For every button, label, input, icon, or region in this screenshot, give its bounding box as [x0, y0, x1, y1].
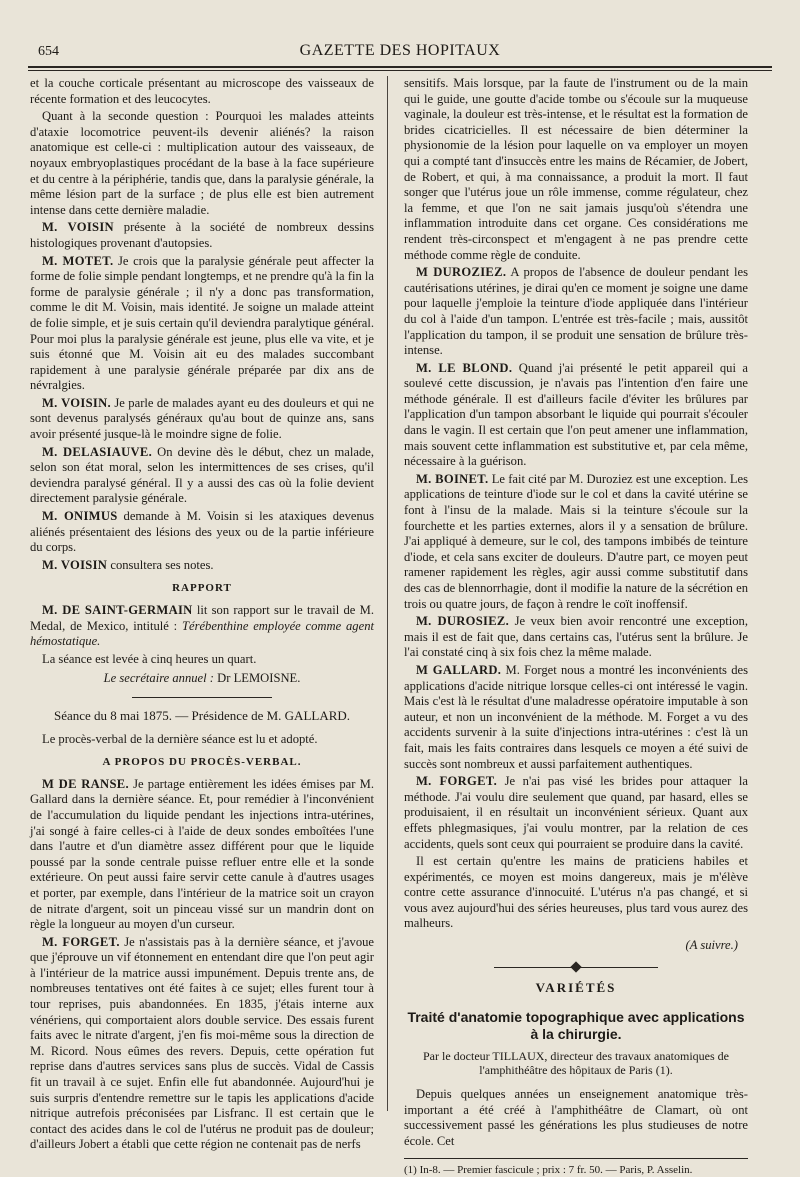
running-title: GAZETTE DES HOPITAUX	[299, 42, 501, 59]
page-header	[28, 40, 772, 68]
speaker: M. FORGET.	[416, 774, 498, 789]
speaker: M. BOINET.	[416, 471, 489, 486]
paragraph: sensitifs. Mais lorsque, par la faute de l'instrument ou de la main qui le guide, une goutte d'acide tombe ou s'écoule sur la muqueuse vaginale, la douleur est très-intense, et le résultat est la formation de brides cicatricielles. Il est nécessaire de bien déterminer la physionomie de la lésion pour laquelle on va employer un moyen qui a compté tant d'insuccès entre les mains de Récamier, de Jobert, de Robert, et qui, à ma connaissance, a produit la mort. Il faut songer que l'utérus joue un rôle immense, comme régulateur, chez la femme, et que l'on ne sait jamais jusqu'où s'étendra une inflammation introduite dans cet organe. Ces considérations me rendent très-circonspect et m'engagent à ne pas prendre cette méthode comme règle de conduite.	[404, 76, 748, 262]
paragraph	[404, 663, 748, 772]
paragraph	[404, 614, 748, 661]
speaker: M. DUROSIEZ.	[416, 614, 510, 629]
paragraph	[30, 777, 374, 933]
paragraph: La séance est levée à cinq heures un quart.	[42, 651, 257, 666]
paragraph	[404, 265, 748, 359]
speaker: M. ONIMUS	[42, 509, 118, 524]
speaker: M. DELASIAUVE.	[42, 444, 153, 459]
paragraph	[30, 254, 374, 394]
speech: Je partage entièrement les idées émises par M. Gallard dans la dernière séance. Et, pour remédier à l'inconvénient de l'accumulation du liquide pendant les injections intra-utérines, j'ai songé à faire celles-ci à l'aide de deux sondes emboîtées l'une dans l'autre et d'un diamètre assez différent pour que le liquide poussé par la sonde centrale puisse refluer entre elle et la sonde extérieure. On peut aussi faire servir cette canule à d'autres usages et porter, par exemple, dans l'intérieur de la matrice soit un crayon de nitrate d'argent, soit un pinceau vissé sur un mandrin dont on règle la longueur au moyen d'un curseur.	[30, 776, 374, 932]
column-divider	[387, 76, 388, 1111]
left-column	[30, 76, 374, 1152]
speaker: M. FORGET.	[42, 934, 120, 949]
continued-note: (A suivre.)	[685, 938, 738, 953]
speech: demande à M. Voisin si les ataxiques devenus aliénés présentaient des lésions des yeux ou de la partie inférieure du corps.	[30, 509, 374, 555]
signature-name: Dr LEMOISNE.	[217, 671, 301, 686]
book-author: Par le docteur TILLAUX, directeur des travaux anatomiques de l'amphithéâtre des hôpitaux de Paris (1).	[423, 1049, 729, 1078]
speech: lit son rapport sur le travail de M. Medal, de Mexico, intitulé :	[30, 603, 374, 633]
session-heading: Séance du 8 mai 1875. — Présidence de M. GALLARD.	[53, 707, 351, 723]
speaker: M. VOISIN	[42, 557, 108, 572]
paragraph	[30, 603, 374, 650]
footnote: (1) In-8. — Premier fascicule ; prix : 7 fr. 50. — Paris, P. Asselin.	[404, 1163, 693, 1176]
work-title: Térébenthine employée comme agent hémostatique.	[30, 618, 374, 649]
section-title: VARIÉTÉS	[535, 979, 617, 995]
speech: Je n'assistais pas à la dernière séance, et j'avoue que j'éprouve un vif étonnement en entendant dire que l'on peut agir à l'intérieur de la matrice aussi impunément. Depuis trente ans, de nombreuses tentatives ont été faites à ce sujet; elles furent tour à tour reprises, puis abandonnées. En 1835, j'étais interne aux vénériens, qui comportaient alors double service. Des essais furent faits avec le nitrate d'argent, j'en fis moi-même sous la direction de M. Ricord. Nous eûmes des revers. Depuis, cette opération fut reprise dans d'autres services sans plus de succès. Vidal de Cassis fit un travail à ce sujet. Enfin elle fut abandonnée. Aujourd'hui je suis surpris d'entendre remettre sur le tapis les applications d'acide nitrique autrefois préconisées par Lisfranc. Il est certain que le contact des acides dans le col de l'utérus ne produit pas de douleur; d'ailleurs Jobert a établi que cette région ne contenait pas de nerfs	[30, 934, 374, 1152]
paragraph	[404, 361, 748, 470]
paragraph	[30, 935, 374, 1153]
paragraph	[30, 509, 374, 556]
book-title: Traité d'anatomie topographique avec applications à la chirurgie.	[407, 1009, 745, 1043]
speech: présente à la société de nombreux dessins histologiques provenant d'autopsies.	[30, 220, 374, 250]
speech: Je parle de malades ayant eu des douleurs et qui ne sont devenus paralysés généraux qu'au bout de quinze ans, sans avoir présenté jusque-là le moindre signe de folie.	[30, 395, 374, 442]
speech: Le fait cité par M. Duroziez est une exception. Les applications de teinture d'iode sur le col et dans la cavité utérine se font à l'insu de la malade. Mais si la teinture s'écoule sur la fourchette et les parties externes, alors il y a sensation de brûlure. J'ai appliqué à demeure, sur le col, des tampons imbibés de teinture d'iode, et cela sans exciter de douleurs. D'autre part, ce moyen peut ramener rapidement les règles, agir aussi comme substitutif dans des cas de blennorrhagie, dont il modifie la nature de la sécrétion en trois ou quatre jours, de façon à rendre le coït inoffensif.	[404, 471, 748, 611]
speech: Je crois que la paralysie générale peut affecter la forme de folie simple pendant longtemps, et ne prendre qu'à la fin la forme de paralysie générale ; il n'y a donc pas transformation, comme le dit M. Voisin, mais identité. Je soigne un malade atteint de folie simple, et je suis certain qu'il deviendra paralytique général. Pour moi plus la paralysie générale est jeune, plus elle va vite, et je suis étonné que M. Voisin ait eu des malades succombant rapidement à une paralysie générale préparée par dix ans de névralgies.	[30, 253, 374, 393]
ornament-diamond	[570, 961, 581, 972]
speech: Je n'ai pas visé les brides pour attaquer la méthode. J'ai voulu dire seulement que quand, par hasard, elles se produisaient, il en résultait un inconvénient sérieux. Quant aux effets phlegmasiques, j'ai voulu montrer, par la relation de ces accidents, quels sont ceux qui pourraient se produire dans la cavité.	[404, 774, 748, 851]
speaker: M DE RANSE.	[42, 776, 129, 791]
speech: consultera ses notes.	[107, 557, 214, 572]
speech: A propos de l'absence de douleur pendant les cautérisations utérines, je dirai qu'en ce moment je soigne une dame pour laquelle j'emploie la teinture d'iode appliquée dans l'intérieur du col à l'aide d'un tampon. L'entrée est très-facile ; mais, aussitôt l'application du tampon, il se produit une sensation de brûlure très-intense.	[404, 265, 748, 358]
speech: Quand j'ai présenté le petit appareil qui a soulevé cette discussion, je n'avais pas l'intention d'en faire une méthode générale. Il est d'ailleurs facile d'éviter les brûlures par l'application d'un tampon absorbant le liquide qui pourrait s'écouler dans le vagin. Il est certain que l'on peut amener une inflammation, mais souvent cette inflammation est substitutive et, par cela même, nécessaire à la guérison.	[404, 360, 748, 469]
speaker: M DUROZIEZ.	[416, 265, 507, 280]
speaker: M GALLARD.	[416, 662, 502, 677]
right-column	[404, 76, 748, 1176]
paragraph	[30, 445, 374, 507]
speaker: M. DE SAINT-GERMAIN	[42, 603, 193, 617]
paragraph: Quant à la seconde question : Pourquoi les malades atteints d'ataxie locomotrice peuvent-ils devenir aliénés? la raison anatomique est celle-ci : multiplication autour des vaisseaux, de noyaux embryoplastiques procédant de la base à la face supérieure et du centre à la périphérie, tandis que, dans la paralysie générale, la même lésion part de la surface ; de plus elle est bien autrement intense dans cette dernière maladie.	[30, 109, 374, 217]
paragraph	[30, 220, 374, 251]
ornament-rule	[404, 962, 748, 972]
speaker: M. VOISIN.	[42, 395, 111, 410]
paragraph: et la couche corticale présentant au microscope des vaisseaux de récente formation et des leucocytes.	[30, 76, 374, 106]
paragraph: Depuis quelques années un enseignement anatomique très-important a été créé à l'amphithéâtre de Clamart, où ont successivement passé les générations les plus studieuses de notre école. Cet	[404, 1087, 748, 1149]
signature-label: Le secrétaire annuel :	[103, 671, 218, 686]
rapport-heading: RAPPORT	[172, 582, 232, 595]
paragraph: Il est certain qu'entre les mains de praticiens habiles et expérimentés, ce moyen est moins dangereux, mais je m'élève contre cette assurance d'innocuité. L'utérus n'a pas changé, et si vous avez aujourd'hui des séries heureuses, plus tard vous aurez des malheurs.	[404, 854, 748, 931]
page-number: 654	[38, 44, 59, 59]
paragraph	[404, 774, 748, 852]
paragraph: Le procès-verbal de la dernière séance est lu et adopté.	[42, 731, 318, 746]
speaker: M. LE BLOND.	[416, 360, 513, 375]
paragraph	[30, 558, 374, 574]
speech: Je veux bien avoir rencontré une exception, mais il est de fait que, dans certains cas, l'utérus sent la brûlure. Je l'ai constaté cinq à six fois chez la même malade.	[404, 614, 748, 660]
pv-heading: A PROPOS DU PROCÈS-VERBAL.	[102, 756, 302, 769]
paragraph	[404, 472, 748, 612]
speech: On devine dès le début, chez un malade, selon son état moral, selon les intermittences de ses crises, qu'il deviendra paralysé général. Il y a aussi des cas où la folie devient directement paralysie générale.	[30, 444, 374, 506]
signature	[30, 671, 374, 687]
separator-rule	[132, 697, 272, 698]
speaker: M. VOISIN	[42, 220, 114, 235]
speaker: M. MOTET.	[42, 253, 114, 268]
header-rule	[28, 70, 772, 71]
footnote-rule	[404, 1158, 748, 1159]
paragraph	[30, 396, 374, 443]
speech: M. Forget nous a montré les inconvénients des applications d'acide nitrique lorsque celles-ci ont intéressé le vagin. Mais c'est là le résultat d'une maladresse opératoire imputable à son auteur, et non un inconvénient de la méthode. M. Forget a vu des accidents survenir à la suite d'injections intra-utérines : c'est là un fait, mais les faits contraires dans lesquels ce moyen a été suivi de succès sont nombreux et aussi parfaitement authentiques.	[404, 662, 748, 771]
